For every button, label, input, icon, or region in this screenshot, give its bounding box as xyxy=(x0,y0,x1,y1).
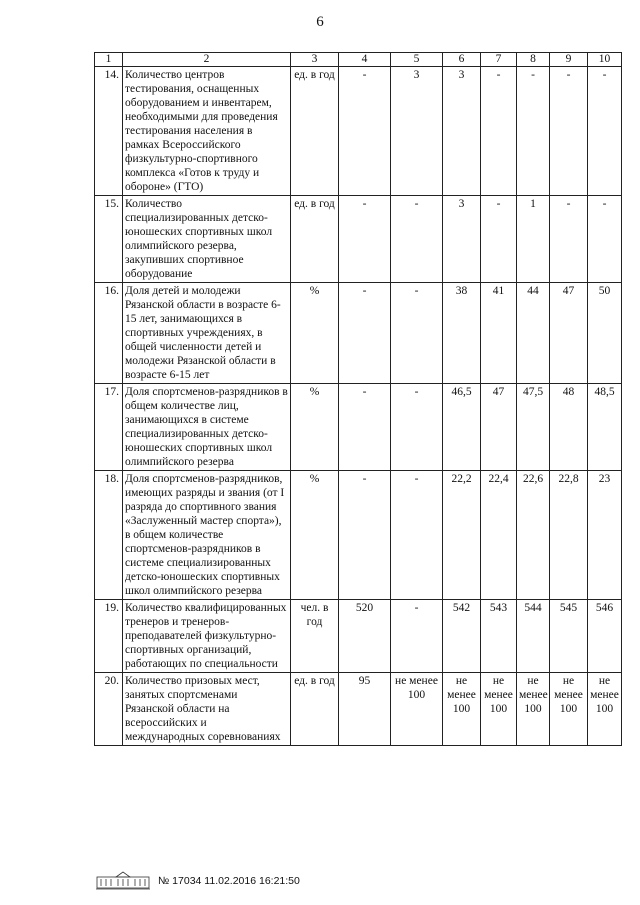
value-cell: 22,4 xyxy=(481,471,517,600)
value-cell: 48 xyxy=(550,384,588,471)
header-cell: 9 xyxy=(550,53,588,67)
row-number: 18. xyxy=(95,471,123,600)
value-cell: не менее 100 xyxy=(443,673,481,746)
row-number: 19. xyxy=(95,600,123,673)
value-cell: 543 xyxy=(481,600,517,673)
value-cell: 544 xyxy=(517,600,550,673)
table-row xyxy=(95,196,622,283)
indicator-name: Доля спортсменов-разрядников в общем количестве лиц, занимающихся в системе специализированных детско-юношеских спортивных школ олимпийского резерва xyxy=(123,384,291,471)
value-cell: - xyxy=(391,471,443,600)
value-cell: 23 xyxy=(588,471,622,600)
value-cell: не менее 100 xyxy=(517,673,550,746)
table-row xyxy=(95,471,622,600)
value-cell: не менее 100 xyxy=(481,673,517,746)
value-cell: 1 xyxy=(517,196,550,283)
header-cell: 3 xyxy=(291,53,339,67)
registration-footer xyxy=(96,870,516,892)
header-cell: 6 xyxy=(443,53,481,67)
value-cell: - xyxy=(588,196,622,283)
row-number: 20. xyxy=(95,673,123,746)
indicator-name: Количество центров тестирования, оснащенных оборудованием и инвентарем, необходимыми для проведения тестирования населения в рамках Всероссийского физкультурно-спортивного комплекса «Готов к труду и обороне» (ГТО) xyxy=(123,67,291,196)
registration-stamp-text: № 17034 11.02.2016 16:21:50 xyxy=(158,875,300,887)
row-number: 16. xyxy=(95,283,123,384)
unit-cell: ед. в год xyxy=(291,67,339,196)
indicator-name: Доля спортсменов-разрядников, имеющих разряды и звания (от I разряда до спортивного звания «Заслуженный мастер спорта»), в общем количестве спортсменов-разрядников в системе специализированных детско-юношеских спортивных школ олимпийского резерва xyxy=(123,471,291,600)
government-building-icon xyxy=(96,870,150,890)
unit-cell: % xyxy=(291,471,339,600)
value-cell: - xyxy=(391,283,443,384)
row-number: 17. xyxy=(95,384,123,471)
value-cell: 38 xyxy=(443,283,481,384)
value-cell: - xyxy=(339,196,391,283)
value-cell: 47 xyxy=(481,384,517,471)
table-row xyxy=(95,384,622,471)
header-cell: 7 xyxy=(481,53,517,67)
table-row xyxy=(95,67,622,196)
value-cell: 22,2 xyxy=(443,471,481,600)
value-cell: 50 xyxy=(588,283,622,384)
value-cell: 542 xyxy=(443,600,481,673)
value-cell: не менее 100 xyxy=(391,673,443,746)
unit-cell: % xyxy=(291,283,339,384)
table-row xyxy=(95,600,622,673)
header-row xyxy=(95,53,622,67)
value-cell: - xyxy=(391,384,443,471)
unit-cell: ед. в год xyxy=(291,673,339,746)
unit-cell: чел. в год xyxy=(291,600,339,673)
value-cell: 46,5 xyxy=(443,384,481,471)
value-cell: 47 xyxy=(550,283,588,384)
page-number: 6 xyxy=(316,14,324,30)
value-cell: - xyxy=(339,283,391,384)
header-cell: 5 xyxy=(391,53,443,67)
value-cell: - xyxy=(550,196,588,283)
value-cell: - xyxy=(391,600,443,673)
value-cell: - xyxy=(481,67,517,196)
row-number: 14. xyxy=(95,67,123,196)
value-cell: - xyxy=(517,67,550,196)
indicator-name: Количество специализированных детско-юношеских спортивных школ олимпийского резерва, закупивших спортивное оборудование xyxy=(123,196,291,283)
value-cell: 44 xyxy=(517,283,550,384)
header-cell: 1 xyxy=(95,53,123,67)
value-cell: 3 xyxy=(391,67,443,196)
value-cell: 546 xyxy=(588,600,622,673)
value-cell: - xyxy=(339,384,391,471)
value-cell: 22,6 xyxy=(517,471,550,600)
header-cell: 4 xyxy=(339,53,391,67)
header-cell: 2 xyxy=(123,53,291,67)
header-cell: 10 xyxy=(588,53,622,67)
unit-cell: ед. в год xyxy=(291,196,339,283)
value-cell: 48,5 xyxy=(588,384,622,471)
value-cell: 520 xyxy=(339,600,391,673)
value-cell: 41 xyxy=(481,283,517,384)
indicator-name: Доля детей и молодежи Рязанской области в возрасте 6-15 лет, занимающихся в спортивных учреждениях, в общей численности детей и молодежи Рязанской области в возрасте 6-15 лет xyxy=(123,283,291,384)
header-cell: 8 xyxy=(517,53,550,67)
value-cell: - xyxy=(481,196,517,283)
value-cell: - xyxy=(588,67,622,196)
value-cell: - xyxy=(391,196,443,283)
value-cell: не менее 100 xyxy=(550,673,588,746)
value-cell: - xyxy=(550,67,588,196)
value-cell: 47,5 xyxy=(517,384,550,471)
value-cell: не менее 100 xyxy=(588,673,622,746)
indicator-name: Количество квалифицированных тренеров и тренеров-преподавателей физкультурно-спортивных организаций, работающих по специальности xyxy=(123,600,291,673)
table-row xyxy=(95,673,622,746)
value-cell: 545 xyxy=(550,600,588,673)
value-cell: 3 xyxy=(443,196,481,283)
value-cell: 95 xyxy=(339,673,391,746)
table-row xyxy=(95,283,622,384)
value-cell: - xyxy=(339,67,391,196)
row-number: 15. xyxy=(95,196,123,283)
value-cell: 3 xyxy=(443,67,481,196)
value-cell: - xyxy=(339,471,391,600)
indicator-name: Количество призовых мест, занятых спортсменами Рязанской области на всероссийских и международных соревнованиях xyxy=(123,673,291,746)
value-cell: 22,8 xyxy=(550,471,588,600)
unit-cell: % xyxy=(291,384,339,471)
indicators-table xyxy=(94,52,622,746)
